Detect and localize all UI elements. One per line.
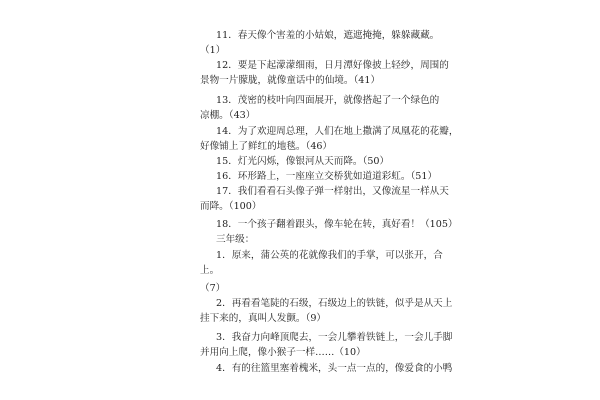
sentence-12-line-2: 景物一片朦胧，就像童话中的仙境。（41） [200,75,381,86]
g3-sentence-4-line-1: 4．有的往篮里塞着槐米，头一点一点的，像爱食的小鸭 [216,363,453,374]
g3-sentence-2-line-1: 2．再看看笔陡的石级，石级边上的铁链，似乎是从天上 [216,298,453,309]
sentence-13-line-1: 13．茂密的枝叶向四面展开，就像搭起了一个绿色的 [216,95,440,106]
g3-sentence-1-line-3: （7） [200,283,226,294]
sentence-11-line-2: （1） [200,45,226,56]
sentence-15: 15．灯光闪烁，像银河从天而降。（50） [216,156,390,167]
sentence-14-line-1: 14．为了欢迎周总理，人们在地上撒满了凤凰花的花瓣， [216,126,459,137]
sentence-18: 18．一个孩子翻着跟头，像车轮在转，真好看！（105） [216,219,458,230]
sentence-16: 16．环形路上，一座座立交桥犹如道道彩虹。（51） [216,171,438,182]
g3-sentence-1-line-1: 1．原来，蒲公英的花就像我们的手掌，可以张开，合 [216,250,443,261]
sentence-12-line-1: 12．要是下起濛濛细雨，日月潭好像披上轻纱，周围的 [216,60,449,71]
sentence-17-line-1: 17．我们看看石头像子弹一样射出，又像流星一样从天 [216,186,449,197]
sentence-17-line-2: 而降。（100） [200,201,262,212]
g3-sentence-3-line-1: 3．我奋力向峰顶爬去，一会儿攀着铁链上，一会儿手脚 [216,332,453,343]
sentence-14-line-2: 好像铺上了鲜红的地毯。（46） [200,141,333,152]
g3-sentence-1-line-2: 上。 [200,265,220,276]
sentence-13-line-2: 凉棚。（43） [200,110,256,121]
g3-sentence-3-line-2: 并用向上爬，像小猴子一样……（10） [200,347,366,358]
sentence-11-line-1: 11．春天像个害羞的小姑娘，遮遮掩掩，躲躲藏藏。 [216,30,440,41]
g3-sentence-2-line-2: 挂下来的，真叫人发颤。（9） [200,313,327,324]
grade-three-heading: 三年级： [216,234,255,245]
